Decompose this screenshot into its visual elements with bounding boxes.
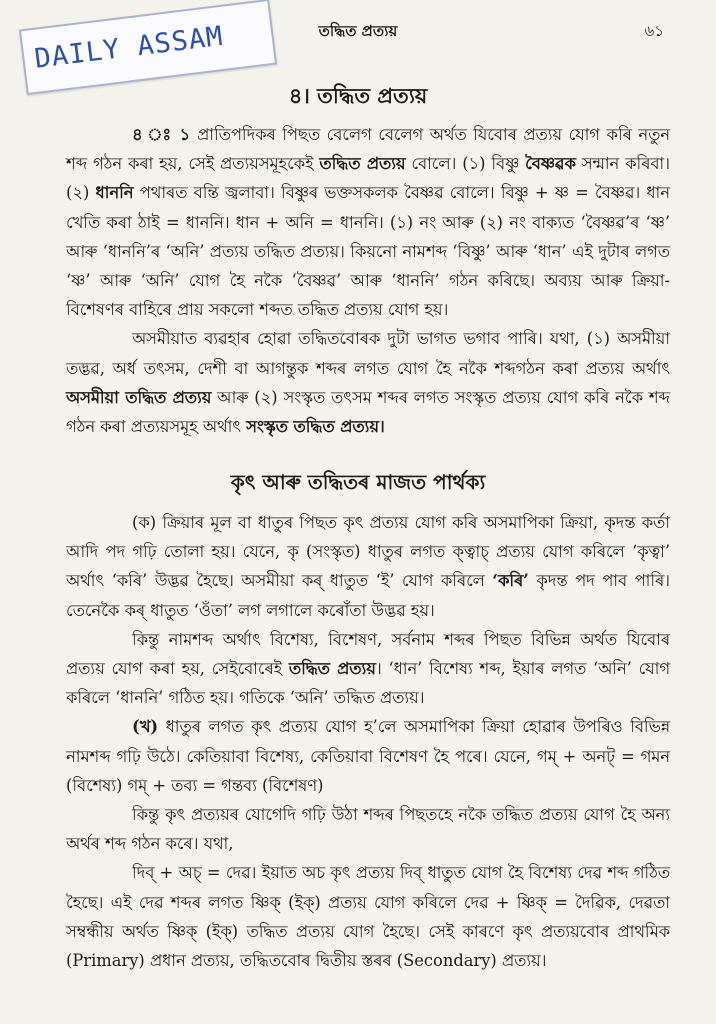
section-title-difference: কৃৎ আৰু তদ্ধিতৰ মাজত পাৰ্থক্য: [230, 470, 486, 494]
text-run: বোলে। (১) বিষ্ণু: [405, 154, 526, 174]
bold-term: তদ্ধিত প্ৰত্যয়: [288, 659, 376, 679]
section-title-taddhit: ৪। তদ্ধিত প্ৰত্যয়: [288, 83, 428, 108]
text-run: আৰু (২) সংস্কৃত তৎসম শব্দৰ লগত সংস্কৃত প্ৰত্যয় যোগ কৰি নকৈ শব্দ গঠন কৰা প্ৰত্যয়সমূহ অৰ্থাৎ: [66, 387, 670, 437]
text-run: । ‘ধান’ বিশেষ্য শব্দ, ইয়াৰ লগত ‘অনি’ যোগ কৰিলে ‘ধাননি’ গঠিত হয়। গতিকে ‘অনি’ তদ্ধিত প্ৰত্যয়।: [66, 659, 670, 708]
paragraph: [66, 858, 670, 975]
text-run: কিন্তু কৃৎ প্ৰত্যয়ৰ যোগেদি গঢ়ি উঠা শব্দৰ পিছতহে নকৈ তদ্ধিত প্ৰত্যয় যোগ হৈ অন্য অৰ্থৰ শব্দ গঠন কৰে। যথা,: [66, 805, 670, 854]
bold-term: ৪ ঃ ১: [132, 125, 198, 144]
watermark-text: DAILY ASSAM: [32, 20, 225, 75]
text-run: কিন্তু নামশব্দ অৰ্থাৎ বিশেষ্য, বিশেষণ, সৰ্বনাম শব্দৰ পিছত বিভিন্ন অৰ্থত যিবোৰ প্ৰত্যয় যোগ কৰা হয়, সেইবোৰেই: [66, 629, 670, 679]
text-run: প্ৰাতিপদিকৰ পিছত বেলেগ বেলেগ অৰ্থত যিবোৰ প্ৰত্যয় যোগ কৰি নতুন শব্দ গঠন কৰা হয়, সেই প্ৰত্যয়সমূহকেই: [66, 125, 670, 174]
text-run: (ক) ক্ৰিয়াৰ মূল বা ধাতুৰ পিছত কৃৎ প্ৰত্যয় যোগ কৰি অসমাপিকা ক্ৰিয়া, কৃদন্ত কৰ্তা আদি পদ গঢ়ি তোলা হয়। যেনে, কৃ (সংস্কৃত) ধাতুৰ লগত ক্ত্বাচ্ প্ৰত্যয় যোগ কৰিলে ‘কৃত্বা’ অৰ্থাৎ ‘কৰি’ উদ্ভৱ হৈছে। অসমীয়া কৰ্ ধাতুত ‘ই’ যোগ কৰিলে: [66, 513, 670, 591]
paragraph: [66, 625, 670, 713]
text-run: অসমীয়াত ব্যৱহাৰ হোৱা তদ্ধিতবোৰক দুটা ভাগত ভগাব পাৰি। যথা, (১) অসমীয়া তদ্ভৱ, অৰ্ধ তৎসম, দেশী বা আগন্তুক শব্দৰ লগত যোগ হৈ নকৈ শব্দগঠন কৰা প্ৰত্যয় অৰ্থাৎ: [66, 329, 670, 378]
bold-term: (খ): [132, 717, 159, 737]
bold-term: ‘কৰি’: [492, 571, 529, 591]
text-run: সন্মান কৰিবা। (২): [66, 154, 670, 203]
paragraph: [66, 800, 670, 858]
paragraph: [66, 508, 670, 625]
text-run: পথাৰত বন্তি জ্বলাবা। বিষ্ণুৰ ভক্তসকলক বৈষ্ণৱ বোলে। বিষ্ণু + ষ্ণ = বৈষ্ণৱ। ধান খেতি কৰা ঠাই = ধাননি। ধান + অনি = ধাননি। (১) নং আৰু (২) নং বাক্যত ‘বৈষ্ণৱ’ৰ ‘ষ্ণ’ আৰু ‘ধাননি’ৰ ‘অনি’ প্ৰত্যয় তদ্ধিত প্ৰত্যয়। কিয়নো নামশব্দ ‘বিষ্ণু’ আৰু ‘ধান’ এই দুটাৰ লগত ‘ষ্ণ’ আৰু ‘অনি’ যোগ হৈ নকৈ ‘বৈষ্ণৱ’ আৰু ‘ধাননি’ গঠন কৰিছে। অব্যয় আৰু ক্ৰিয়া-বিশেষণৰ বাহিৰে প্ৰায় সকলো শব্দত তদ্ধিত প্ৰত্যয় যোগ হয়।: [66, 183, 670, 320]
paragraph: [66, 324, 670, 441]
bold-term: অসমীয়া তদ্ধিত প্ৰত্যয়: [66, 387, 212, 407]
text-run: দিব্ + অচ্ = দেৱ। ইয়াত অচ কৃৎ প্ৰত্যয় দিব্ ধাতুত যোগ হৈ বিশেষ্য দেৱ শব্দ গঠিত হৈছে। এই দেৱ শব্দৰ লগত ষ্ণিক্ (ইক্) প্ৰত্যয় যোগ কৰিলে দেৱ + ষ্ণিক্ = দৈৱিক, দেৱতা সম্বন্ধীয় অৰ্থত ষ্ণিক্ (ইক্) তদ্ধিত প্ৰত্যয় যোগ হৈছে। সেই কাৰণে কৃৎ প্ৰত্যয়বোৰ প্ৰাথমিক (Primary) প্ৰধান প্ৰত্যয়, তদ্ধিতবোৰ দ্বিতীয় স্তৰৰ (Secondary) প্ৰত্যয়।: [66, 863, 670, 971]
page-number: ৬১: [644, 22, 664, 40]
bold-term: সংস্কৃত তদ্ধিত প্ৰত্যয়।: [246, 417, 385, 437]
paragraph: [66, 712, 670, 800]
text-run: ধাতুৰ লগত কৃৎ প্ৰত্যয় যোগ হ’লে অসমাপিকা ক্ৰিয়া হোৱাৰ উপৰিও বিভিন্ন নামশব্দ গঢ়ি উঠে। কেতিয়াবা বিশেষ্য, কেতিয়াবা বিশেষণ হৈ পৰে। যেনে, গম্ + অনট্ = গমন (বিশেষ্য) গম্ + তব্য = গন্তব্য (বিশেষণ): [66, 717, 670, 795]
bold-term: বৈষ্ণৱক: [525, 154, 576, 174]
running-head: তদ্ধিত প্ৰত্যয়: [318, 22, 398, 40]
paragraph: [66, 120, 670, 324]
text-run: কৃদন্ত পদ পাব পাৰি। তেনেকৈ কৰ্ ধাতুত ‘ওঁতা’ লগ লগালে কৰোঁতা উদ্ভৱ হয়।: [66, 571, 670, 620]
bold-term: ধাননি: [95, 183, 134, 203]
section1-body: [66, 120, 670, 441]
section2-body: [66, 508, 670, 975]
bold-term: তদ্ধিত প্ৰত্যয়: [319, 154, 406, 174]
